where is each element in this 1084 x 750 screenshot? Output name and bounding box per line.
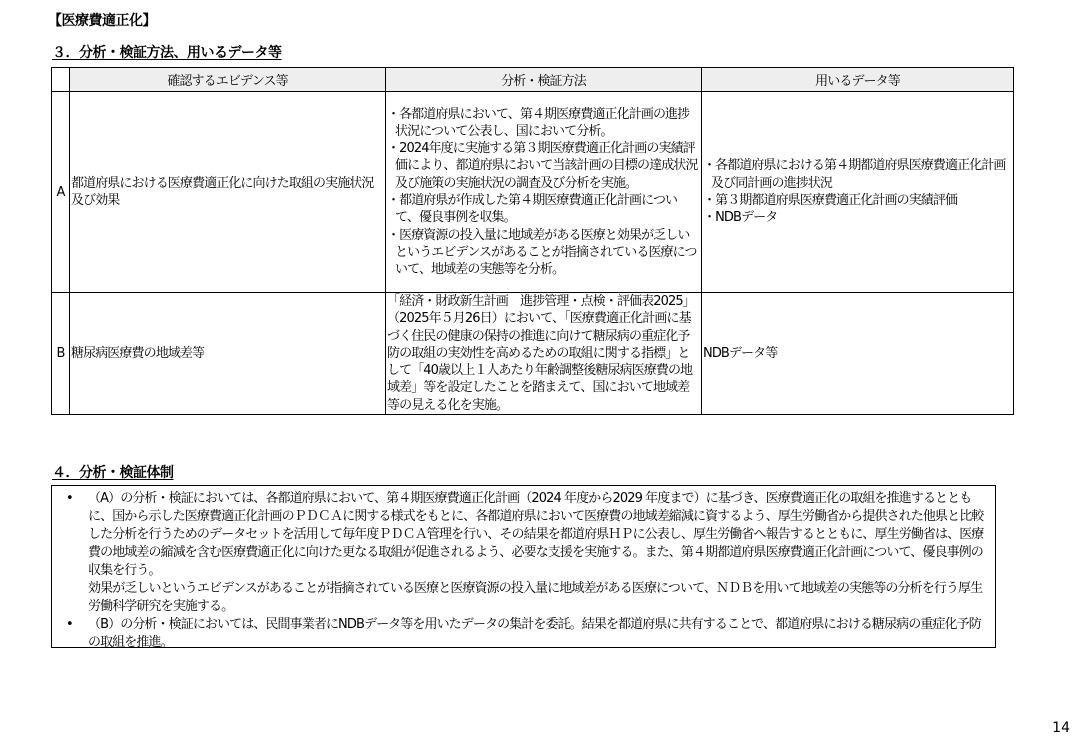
method-item: ・各都道府県において、第４期医療費適正化計画の進捗状況について公表し、国において分析。 [387, 106, 690, 139]
document-category-tag: 【医療費適正化】 [48, 13, 156, 29]
data-cell-b: NDBデータ等 [702, 293, 1014, 415]
data-item: ・NDBデータ [703, 210, 778, 226]
table-corner-cell [52, 68, 70, 92]
table-row [52, 92, 1014, 293]
column-header-data: 用いるデータ等 [702, 68, 1014, 92]
paragraph: 効果が乏しいというエビデンスがあることが指摘されている医療と医療資源の投入量に地域差がある医療について、ＮＤＢを用いて地域差の実態等の分析を行う厚生労働科学研究を実施する。 [88, 581, 983, 614]
method-cell-b: 「経済・財政新生計画 進捗管理・点検・評価表2025」（2025年５月26日）において、「医療費適正化計画に基づく住民の健康の保持の推進に向けて糖尿病の重症化予防の取組の実効性を高めるための取組に関する指標」として「40歳以上１人あたり年齢調整後糖尿病医療費の地域差」等を設定したことを踏まえて、国において地域差等の見える化を実施。 [386, 293, 702, 415]
evidence-cell-b: 糖尿病医療費の地域差等 [70, 293, 386, 415]
evidence-table [51, 67, 1014, 415]
row-key-a: A [52, 92, 70, 293]
bullet-marker: • [66, 617, 73, 632]
row-key-b: B [52, 293, 70, 415]
paragraph: （B）の分析・検証においては、民間事業者にNDBデータ等を用いたデータの集計を委託。結果を都道府県に共有することで、都道府県における糖尿病の重症化予防の取組を推進。 [88, 617, 981, 650]
table-row [52, 293, 1014, 415]
data-item: ・各都道府県における第４期都道府県医療費適正化計画及び同計画の進捗状況 [703, 158, 1006, 191]
column-header-method: 分析・検証方法 [386, 68, 702, 92]
table-header-row [52, 68, 1014, 92]
list-item [60, 616, 987, 652]
method-item: ・2024年度に実施する第３期医療費適正化計画の実績評価により、都道府県において当該計画の目標の達成状況及び施策の実施状況の調査及び分析を実施。 [387, 141, 698, 191]
column-header-evidence: 確認するエビデンス等 [70, 68, 386, 92]
page-number: 14 [1052, 720, 1070, 736]
method-cell-a [386, 92, 702, 293]
analysis-system-box [51, 485, 996, 648]
data-item: ・第３期都道府県医療費適正化計画の実績評価 [703, 193, 958, 208]
list-item [60, 490, 987, 616]
data-cell-a [702, 92, 1014, 293]
bullet-marker: • [66, 491, 73, 506]
method-item: ・医療資源の投入量に地域差がある医療と効果が乏しいというエビデンスがあることが指摘されている医療について、地域差の実態等を分析。 [387, 227, 697, 278]
section-3-heading: ３．分析・検証方法、用いるデータ等 [52, 45, 282, 61]
section-4-heading: ４．分析・検証体制 [52, 465, 174, 481]
evidence-cell-a: 都道府県における医療費適正化に向けた取組の実施状況及び効果 [70, 92, 386, 293]
method-item: ・都道府県が作成した第４期医療費適正化計画について、優良事例を収集。 [387, 193, 678, 226]
paragraph: （A）の分析・検証においては、各都道府県において、第４期医療費適正化計画（2024 年度から2029 年度まで）に基づき、医療費適正化の取組を推進するとともに、国から示した医療費適正化計画のＰＤＣＡに関する様式をもとに、各都道府県において医療費の地域差縮減に資するよう、厚生労働省から提供された他県と比較した分析を行うためのデータセットを活用して毎年度ＰＤＣＡ管理を行い、その結果を都道府県ＨＰに公表し、厚生労働省へ報告するとともに、厚生労働省は、医療費の地域差の縮減を含む医療費適正化に向けた更なる取組が促進されるよう、必要な支援を実施する。また、第４期都道府県医療費適正化計画について、優良事例の収集を行う。 [88, 491, 984, 578]
